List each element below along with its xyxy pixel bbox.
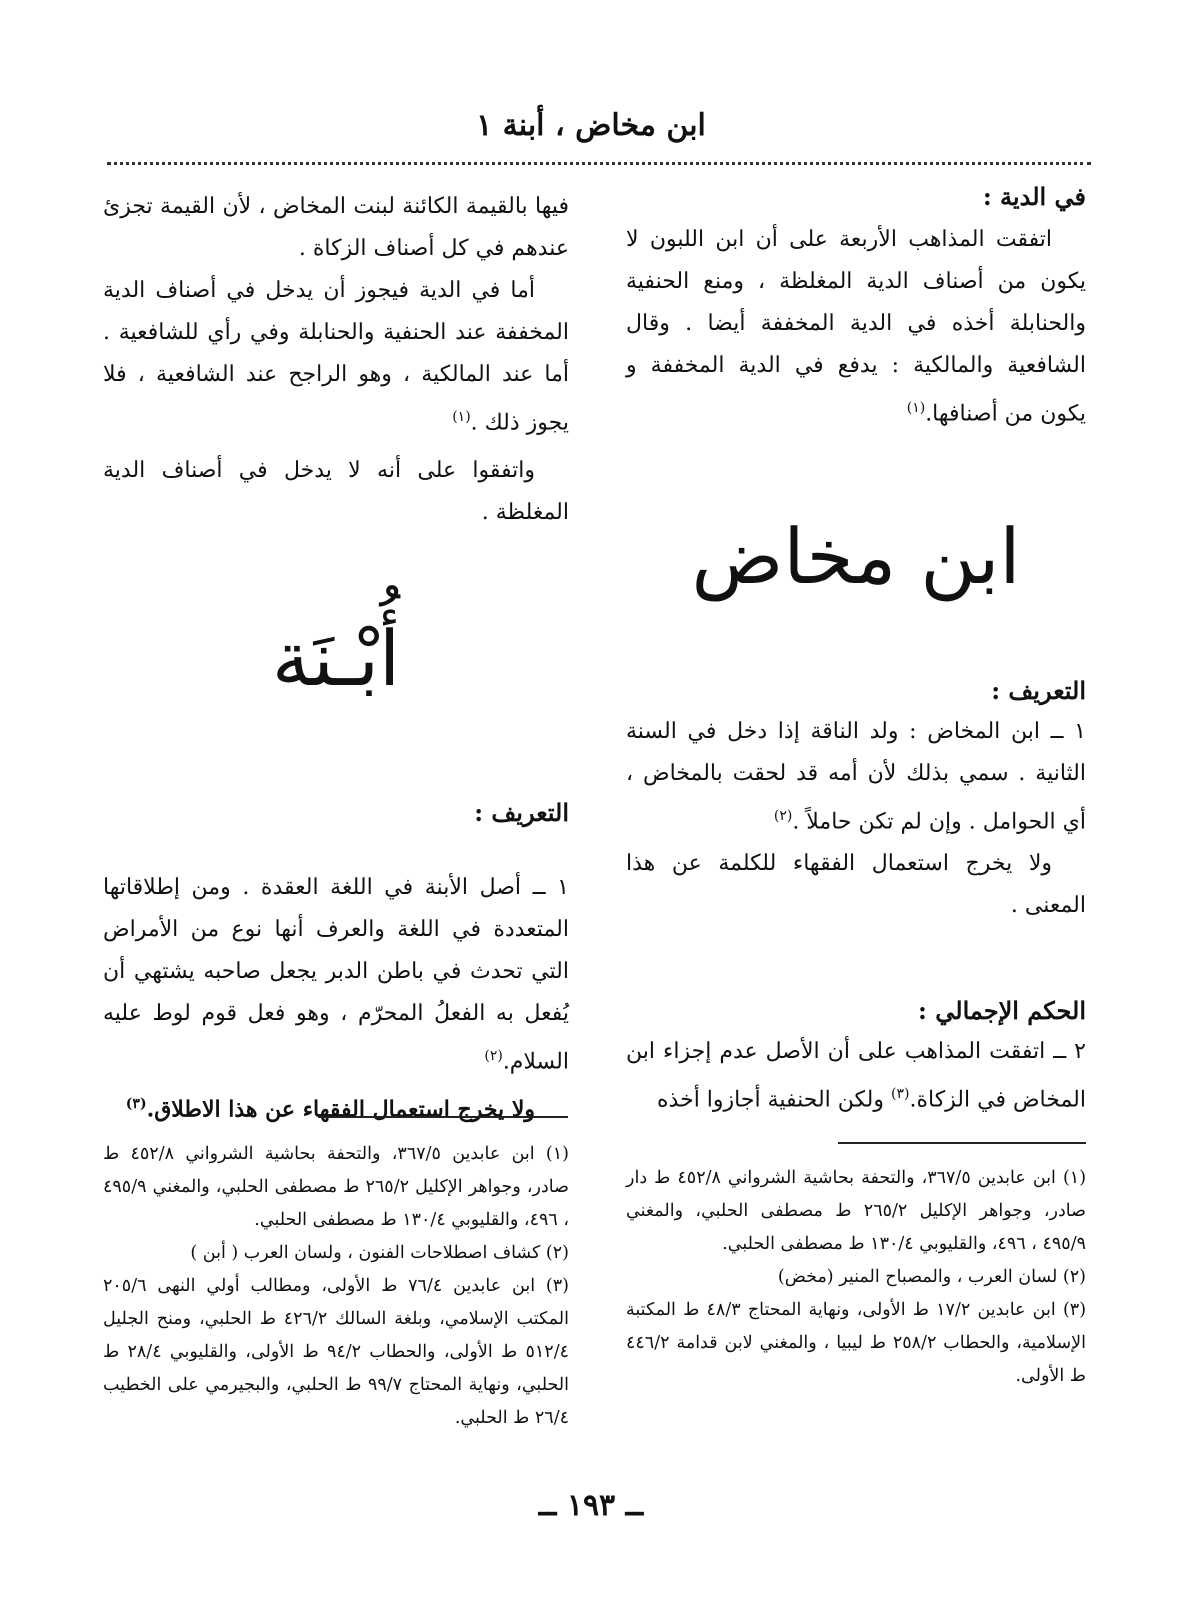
left-column-definition <box>103 798 569 1131</box>
running-header: ابن مخاض ، أبنة ١ <box>476 108 706 143</box>
left-footnotes <box>103 1138 569 1435</box>
left-column-continuation <box>103 186 569 534</box>
footnote-item: (٣) ابن عابدين ٧٦/٤ ط الأولى، ومطالب أولي النهى ٢٠٥/٦ المكتب الإسلامي، وبلغة السالك ٤٢٦/٢ ط الحلبي، ومنح الجليل ٥١٢/٤ ط الأولى، والحطاب ٩٤/٢ ط الأولى، والقليوبي ٢٨/٤ ط الحلبي، ونهاية المحتاج ٩٩/٧ ط الحلبي، والبجيرمي على الخطيب ٢٦/٤ ط الحلبي. <box>103 1276 569 1428</box>
definition-text: ولا يخرج استعمال الفقهاء عن هذا الاطلاق. <box>146 1096 535 1123</box>
footnote-ref: (١) <box>452 409 471 425</box>
footnote-item: (٣) ابن عابدين ١٧/٢ ط الأولى، ونهاية المحتاج ٤٨/٣ ط المكتبة الإسلامية، والحطاب ٢٥٨/٢ ط ليبيا ، والمغني لابن قدامة ٤٤٦/٢ ط الأولى. <box>626 1300 1087 1386</box>
footnote-item: (١) ابن عابدين ٣٦٧/٥، والتحفة بحاشية الشرواني ٤٥٢/٨ ط صادر، وجواهر الإكليل ٢٦٥/٢ ط مصطفى الحلبي، والمغني ٤٩٥/٩ ، ٤٩٦، والقليوبي ١٣٠/٤ ط مصطفى الحلبي. <box>103 1144 569 1230</box>
footnote-ref: (٢) <box>773 808 793 824</box>
definition-text: ١ ــ ابن المخاض : ولد الناقة إذا دخل في السنة الثانية . سمي بذلك لأن أمه قد لحقت بالمخاض ، أي الحوامل . وإن لم تكن حاملاً . <box>626 719 1086 835</box>
definition-heading: التعريف : <box>474 798 569 827</box>
left-footnote-divider <box>318 1116 568 1118</box>
definition-paragraph-2 <box>103 1083 569 1130</box>
ruling-heading: الحكم الإجمالي : <box>918 996 1086 1025</box>
entry-title-ubna: أُبْـنَة <box>271 614 401 703</box>
definition-heading: التعريف : <box>991 676 1086 705</box>
footnote-item: (٢) كشاف اصطلاحات الفنون ، ولسان العرب ( أبن ) <box>190 1243 569 1263</box>
right-footnote-divider <box>838 1142 1086 1144</box>
right-footnotes <box>626 1162 1086 1393</box>
continuation-paragraph-3: واتفقوا على أنه لا يدخل في أصناف الدية المغلظة . <box>103 458 569 526</box>
right-column-ruling <box>626 996 1086 1121</box>
definition-paragraph-1 <box>103 867 569 1083</box>
footnote-ref: (٣) <box>125 1096 147 1113</box>
ruling-text-tail: ولكن الحنفية أجازوا أخذه <box>657 1087 884 1113</box>
page-number: ــ ١٩٣ ــ <box>538 1488 644 1523</box>
ruling-text: ٢ ــ اتفقت المذاهب على أن الأصل عدم إجزاء ابن المخاض في الزكاة. <box>626 1039 1086 1113</box>
continuation-text: أما في الدية فيجوز أن يدخل في أصناف الدية المخففة عند الحنفية والحنابلة وفي رأي للشافعية . أما عند المالكية ، وهو الراجح عند الشافعية ، فلا يجوز ذلك . <box>103 278 569 436</box>
definition-paragraph-2: ولا يخرج استعمال الفقهاء للكلمة عن هذا المعنى . <box>626 851 1086 919</box>
footnote-ref: (٣) <box>891 1086 910 1102</box>
definition-text: ١ ــ أصل الأبنة في اللغة العقدة . ومن إطلاقاتها المتعددة في اللغة والعرف أنها نوع من الأمراض التي تحدث في باطن الدبر يجعل صاحبه يشتهي أن يُفعل به الفعلُ المحرّم ، وهو فعل قوم لوط عليه السلام. <box>103 875 569 1075</box>
footnote-ref: (٢) <box>484 1048 503 1064</box>
diya-paragraph <box>626 219 1086 435</box>
right-column-definition <box>626 676 1086 927</box>
diya-text: اتفقت المذاهب الأربعة على أن ابن اللبون لا يكون من أصناف الدية المغلظة ، ومنع الحنفية والحنابلة أخذه في الدية المخففة أيضا . وقال الشافعية والمالكية : يدفع في الدية المخففة و يكون من أصنافها. <box>626 227 1086 427</box>
header-divider <box>107 162 1091 165</box>
continuation-paragraph-2 <box>103 270 569 444</box>
footnote-item: (٢) لسان العرب ، والمصباح المنير (مخض) <box>777 1267 1086 1287</box>
definition-paragraph-1 <box>626 711 1086 843</box>
right-column-intro <box>626 182 1086 435</box>
continuation-paragraph-1: فيها بالقيمة الكائنة لبنت المخاض ، لأن القيمة تجزئ عندهم في كل أصناف الزكاة . <box>103 194 569 261</box>
footnote-item: (١) ابن عابدين ٣٦٧/٥، والتحفة بحاشية الشرواني ٤٥٢/٨ ط دار صادر، وجواهر الإكليل ٢٦٥/٢ ط مصطفى الحلبي، والمغني ٤٩٥/٩ ، ٤٩٦، والقليوبي ١٣٠/٤ ط مصطفى الحلبي. <box>626 1168 1087 1254</box>
footnote-ref: (١) <box>906 400 926 416</box>
ruling-paragraph <box>626 1031 1086 1121</box>
diya-heading: في الدية : <box>982 182 1086 211</box>
entry-title-ibn-makhad: ابن مخاض <box>691 512 1021 601</box>
